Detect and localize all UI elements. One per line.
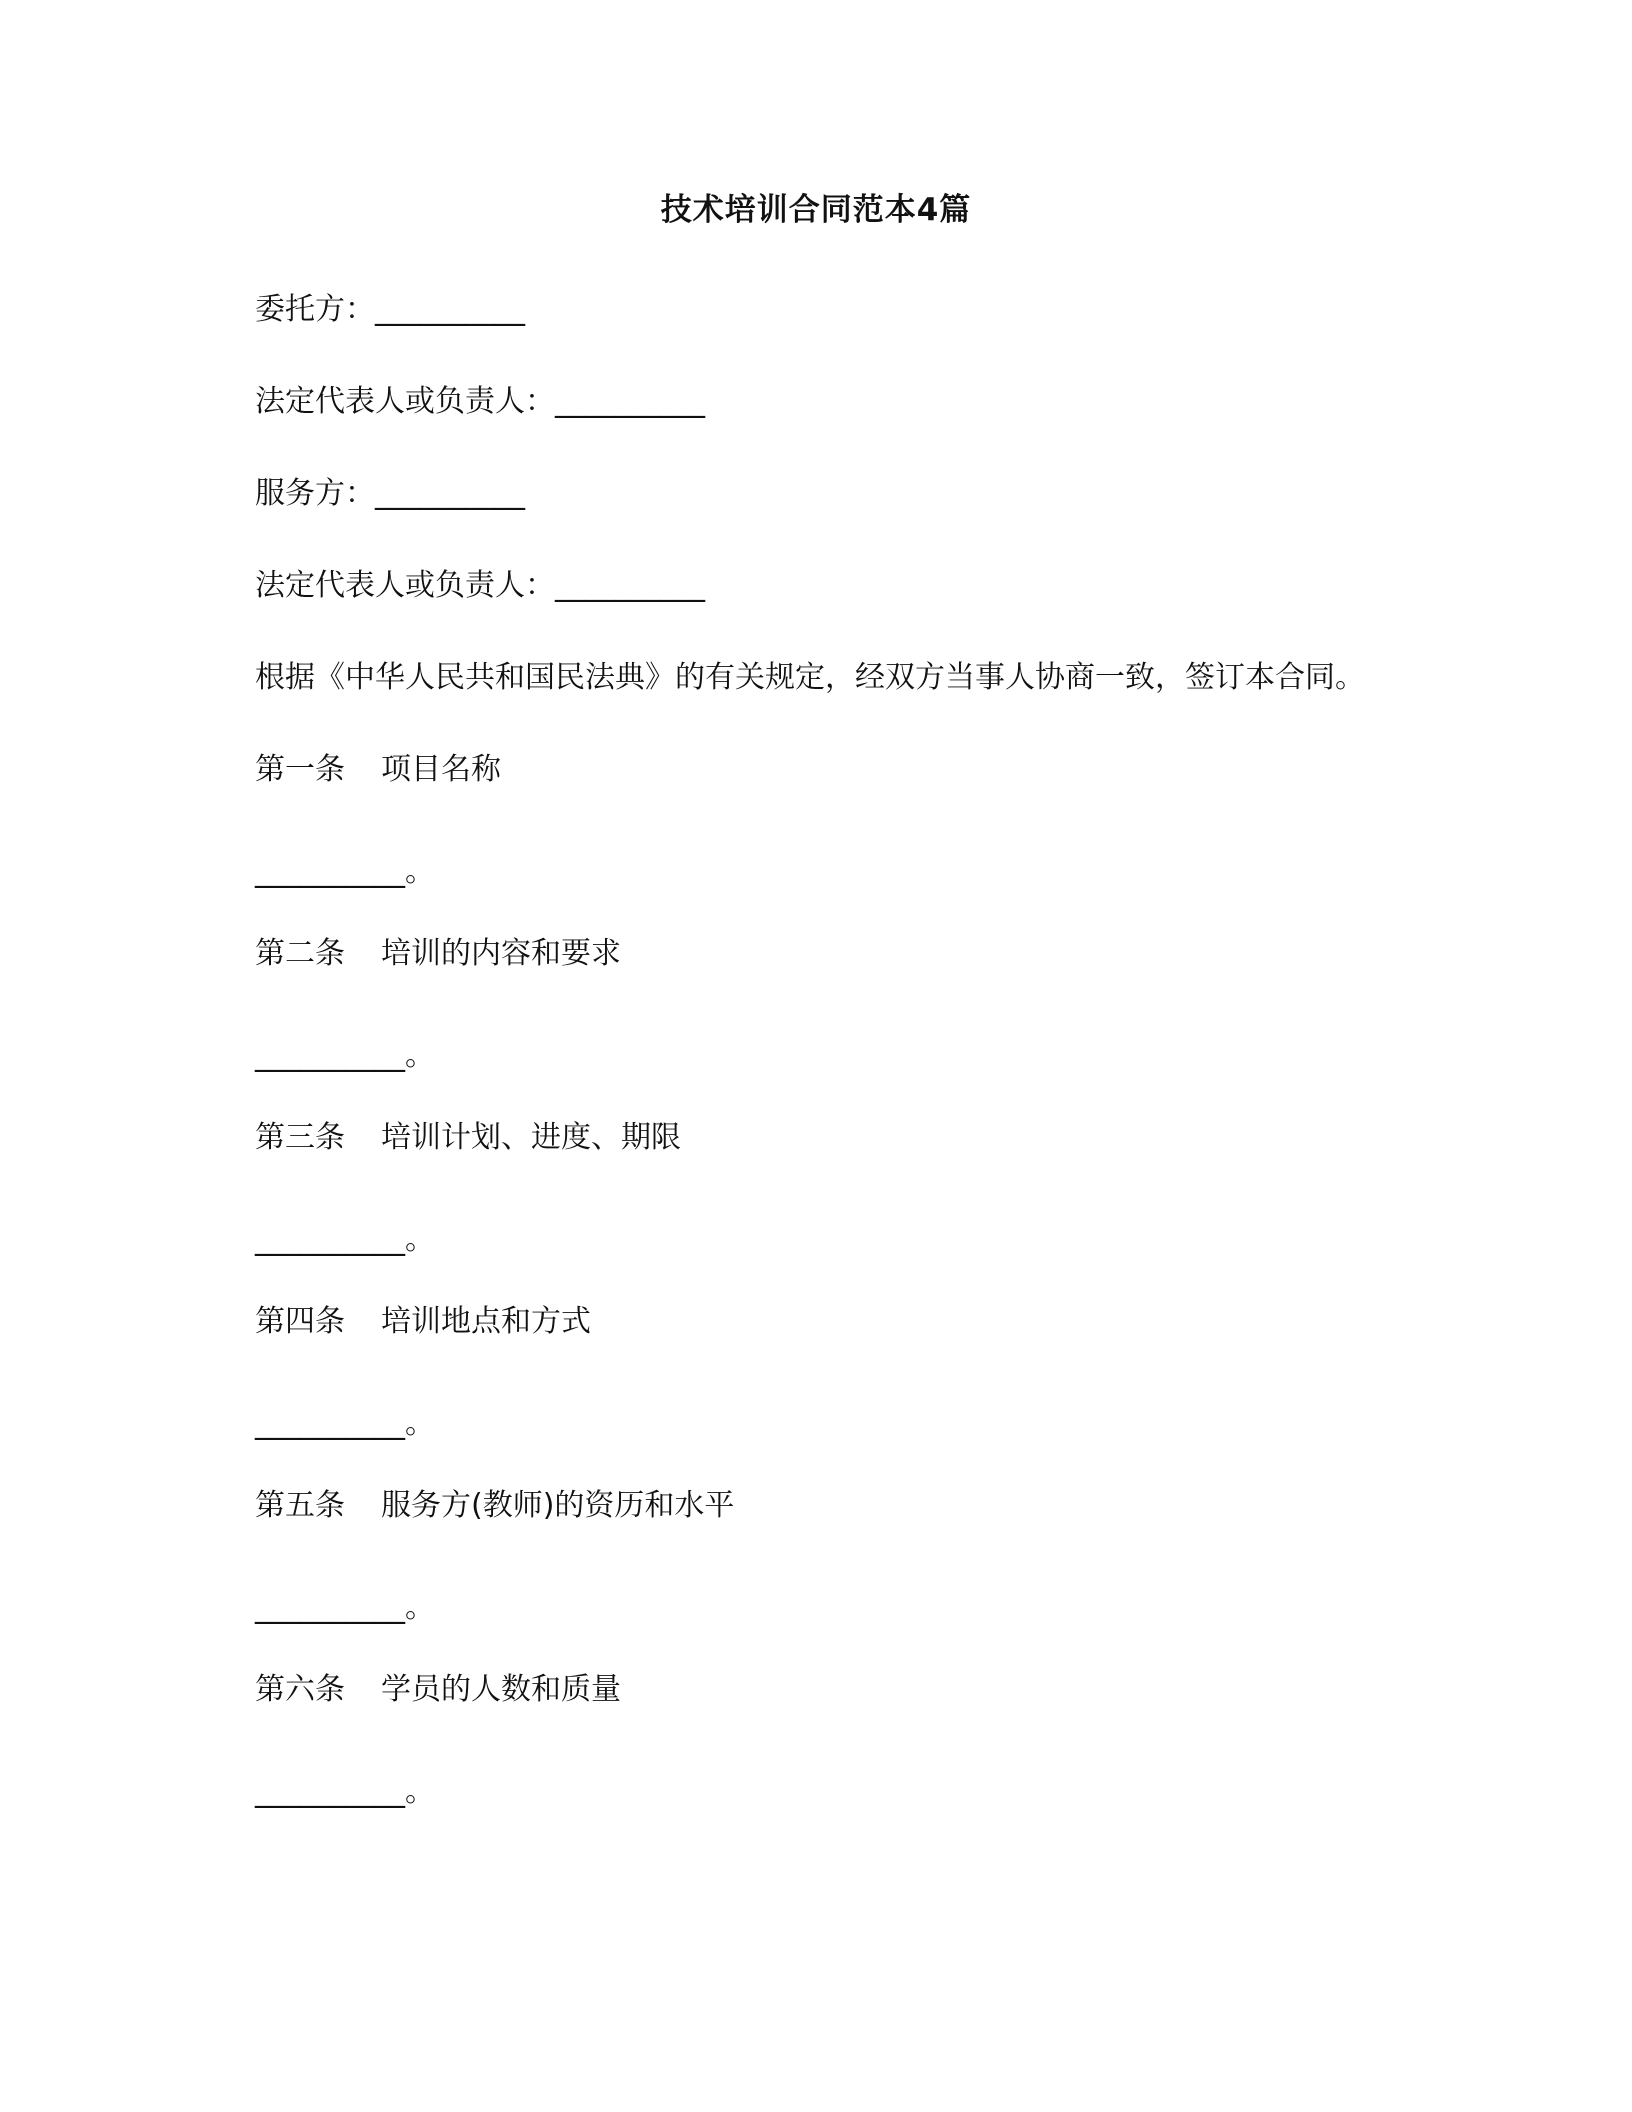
article-number: 第六条 xyxy=(255,1672,345,1707)
article-number: 第三条 xyxy=(255,1120,345,1155)
article-heading xyxy=(255,1118,681,1158)
article-title: 服务方(教师)的资历和水平 xyxy=(381,1488,735,1523)
article-number: 第四条 xyxy=(255,1304,345,1339)
article-blank: __________。 xyxy=(255,854,435,889)
article-title: 学员的人数和质量 xyxy=(381,1672,621,1707)
article-blank: __________。 xyxy=(255,1590,435,1625)
article-blank: __________。 xyxy=(255,1406,435,1441)
article-title: 项目名称 xyxy=(381,752,501,787)
article-number: 第一条 xyxy=(255,752,345,787)
article-heading xyxy=(255,1302,591,1342)
party-client-line: 委托方：__________ xyxy=(255,292,525,327)
article-number: 第五条 xyxy=(255,1488,345,1523)
article-heading xyxy=(255,1486,734,1526)
article-blank: __________。 xyxy=(255,1774,435,1809)
article-number: 第二条 xyxy=(255,936,345,971)
document-title: 技术培训合同范本4篇 xyxy=(660,192,972,228)
article-blank: __________。 xyxy=(255,1222,435,1257)
article-title: 培训地点和方式 xyxy=(381,1304,591,1339)
preamble-paragraph: 根据《中华人民共和国民法典》的有关规定，经双方当事人协商一致，签订本合同。 xyxy=(255,660,1365,695)
article-title: 培训计划、进度、期限 xyxy=(381,1120,681,1155)
article-title: 培训的内容和要求 xyxy=(381,936,621,971)
article-heading xyxy=(255,750,501,790)
article-blank: __________。 xyxy=(255,1038,435,1073)
party-service-representative-line: 法定代表人或负责人：__________ xyxy=(255,568,705,603)
party-client-representative-line: 法定代表人或负责人：__________ xyxy=(255,384,705,419)
article-heading xyxy=(255,934,621,974)
party-service-line: 服务方：__________ xyxy=(255,476,525,511)
article-heading xyxy=(255,1670,621,1710)
